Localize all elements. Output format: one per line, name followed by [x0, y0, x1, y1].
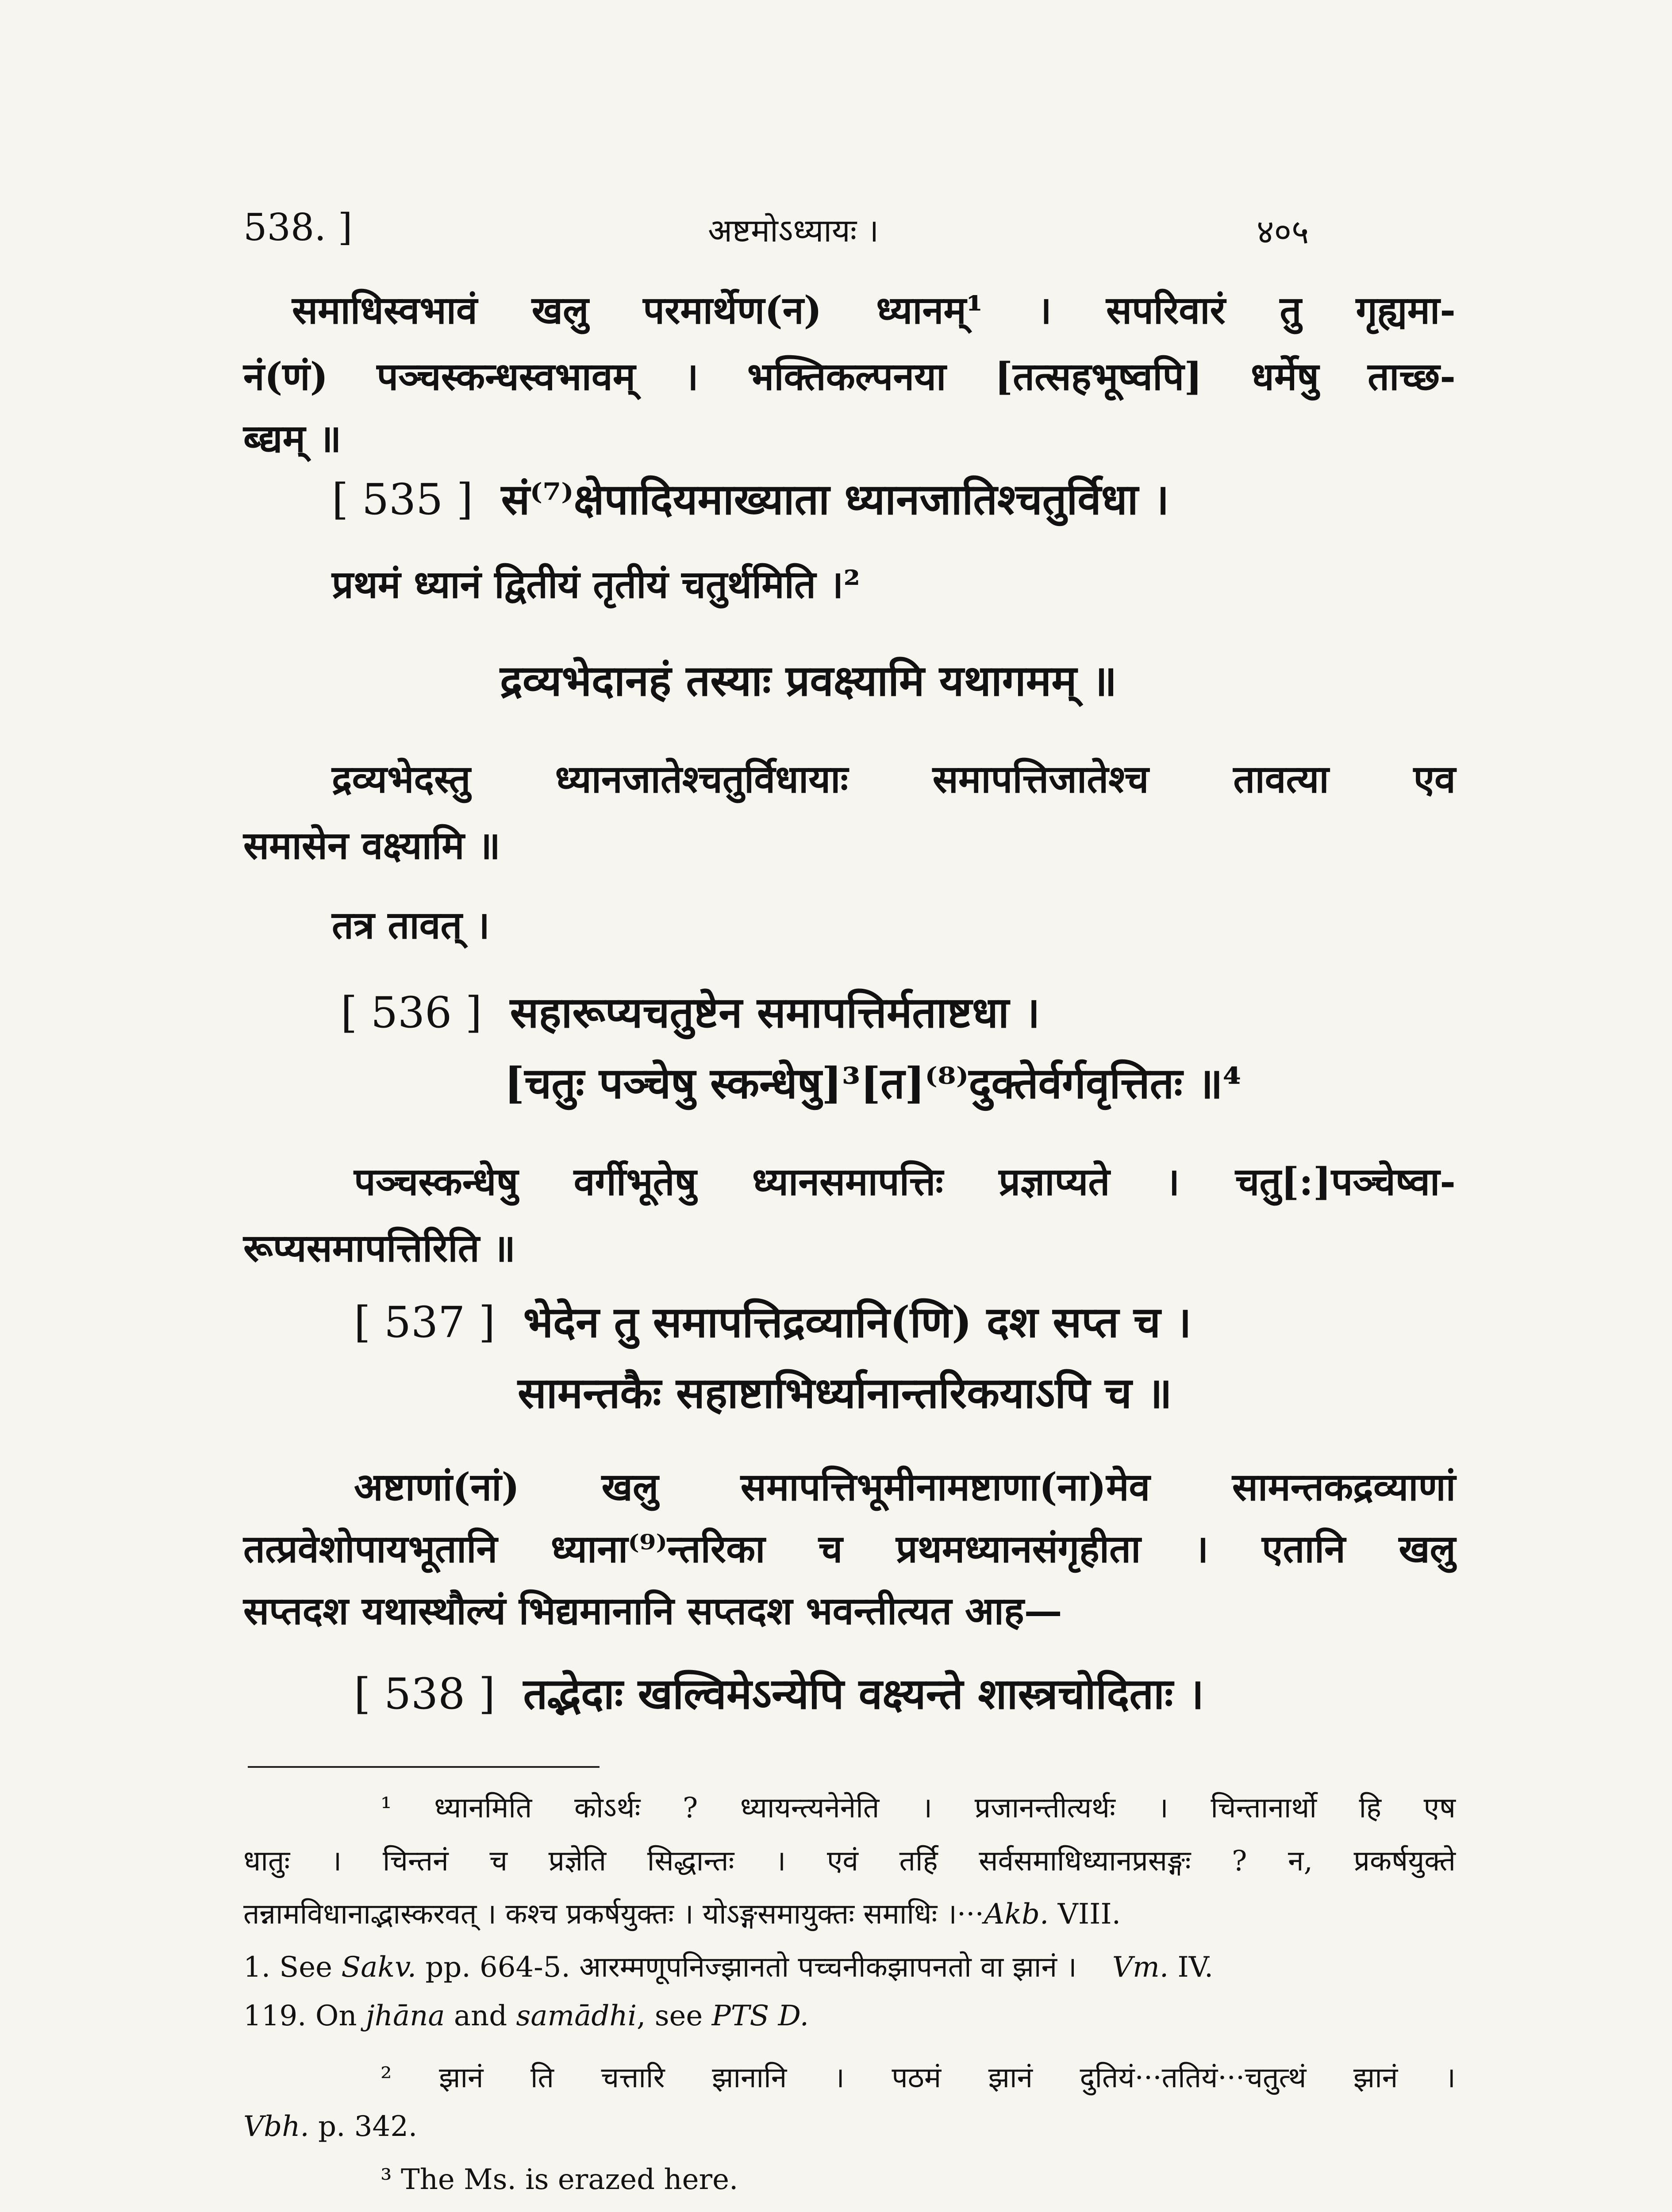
commentary-line: समाधिस्वभावं खलु परमार्थेण(न) ध्यानम्¹ । सपरिवारं तु गृह्यमा-: [292, 288, 1456, 333]
commentary-line: पञ्चस्कन्धेषु वर्गीभूतेषु ध्यानसमापत्तिः प्रज्ञाप्यते । चतु[:]पञ्चेष्वा-: [354, 1160, 1456, 1204]
citation-abbr: Vm.: [1112, 1951, 1169, 1984]
citation-abbr: Akb.: [984, 1898, 1049, 1931]
running-header-title: अष्टमोऽध्यायः ।: [708, 212, 879, 249]
citation-abbr: Sakv.: [341, 1951, 417, 1984]
footnote-text: p. 342.: [309, 2110, 418, 2143]
verse-line: सं⁽⁷⁾क्षेपादियमाख्याता ध्यानजातिश्चतुर्विधा ।: [501, 474, 1169, 524]
commentary-line: सप्तदश यथास्थौल्यं भिद्यमानानि सप्तदश भवन्तीत्यत आह—: [243, 1589, 1062, 1633]
term: samādhi: [516, 2000, 637, 2032]
commentary-line: तत्प्रवेशोपायभूतानि ध्याना⁽⁹⁾न्तरिका च प्रथमध्यानसंगृहीता । एतानि खलु: [243, 1527, 1456, 1571]
footnote-line: ¹ ध्यानमिति कोऽर्थः ? ध्यायन्त्यनेनेति । प्रजानन्तीत्यर्थः । चिन्तानार्थो हि एष: [381, 1792, 1456, 1824]
commentary-line: समासेन वक्ष्यामि ॥: [243, 823, 501, 868]
verse-number: [ 537 ]: [354, 1298, 496, 1347]
footnote-text: तन्नामविधानाद्भास्करवत् । कश्च प्रकर्षयुक्तः । योऽङ्गसमायुक्तः समाधिः ।···: [243, 1898, 984, 1931]
footnote-line: ² झानं ति चत्तारि झानानि । पठमं झानं दुतियं···ततियं···चतुत्थं झानं ।: [381, 2062, 1456, 2094]
footnote-line: [243, 1893, 1121, 1932]
commentary-line: तत्र तावत् ।: [332, 903, 490, 948]
commentary-line: नं(णं) पञ्चस्कन्धस्वभावम् । भक्तिकल्पनया [तत्सहभूष्वपि] धर्मेषु ताच्छ-: [243, 354, 1456, 399]
commentary-line: रूप्यसमापत्तिरिति ॥: [243, 1226, 516, 1271]
footnote-text: 119. On: [243, 2000, 366, 2032]
footnote-separator: [248, 1766, 600, 1768]
verse-line: सहारूप्यचतुष्टेन समापत्तिर्मताष्टधा ।: [510, 987, 1040, 1037]
citation-abbr: Vbh.: [243, 2110, 309, 2143]
citation-abbr: PTS D.: [711, 2000, 809, 2032]
verse-number: [ 538 ]: [354, 1669, 496, 1719]
footnote-line: [243, 1947, 1213, 1985]
verse-line: तद्भेदाः खल्विमेऽन्येपि वक्ष्यन्ते शास्त्रचोदिताः ।: [523, 1669, 1204, 1719]
footnote-text: 1. See: [243, 1951, 342, 1984]
verse-line: भेदेन तु समापत्तिद्रव्यानि(णि) दश सप्त च ।: [523, 1297, 1192, 1347]
term: jhāna: [365, 2000, 445, 2032]
footnote-line: [243, 2000, 809, 2032]
footnote-line: [243, 2110, 417, 2143]
commentary-line: प्रथमं ध्यानं द्वितीयं तृतीयं चतुर्थमिति ।²: [332, 562, 861, 607]
commentary-line: अष्टाणां(नां) खलु समापत्तिभूमीनामष्टाणा(ना)मेव सामन्तकद्रव्याणां: [354, 1465, 1456, 1509]
commentary-line: ब्द्यम् ॥: [243, 416, 342, 461]
footnote-text: , see: [637, 2000, 712, 2032]
verse-number: [ 536 ]: [341, 988, 482, 1037]
footnote-text: pp. 664-5. आरम्मणूपनिज्झानतो पच्चनीकझापनतो वा झानं ।: [416, 1951, 1077, 1984]
page-number-left: 538. ]: [243, 206, 353, 249]
verse-line: [चतुः पञ्चेषु स्कन्धेषु]³[त]⁽⁸⁾दुक्तेर्वर्गवृत्तितः ॥⁴: [504, 1058, 1242, 1108]
verse-line: सामन्तकैः सहाष्टाभिर्ध्यानान्तरिकयाऽपि च ॥: [518, 1368, 1172, 1418]
citation-ref: VIII.: [1057, 1898, 1121, 1931]
citation-ref: IV.: [1177, 1951, 1214, 1984]
commentary-line: द्रव्यभेदस्तु ध्यानजातेश्चतुर्विधायाः समापत्तिजातेश्च तावत्या एव: [332, 757, 1456, 802]
verse-number: [ 535 ]: [332, 475, 473, 524]
page-number-right: ४०५: [1257, 212, 1309, 251]
footnote-line: धातुः । चिन्तनं च प्रज्ञेति सिद्धान्तः । एवं तर्हि सर्वसमाधिध्यानप्रसङ्गः ? न, प्रकर्षयुक्ते: [243, 1845, 1456, 1878]
verse-line: द्रव्यभेदानहं तस्याः प्रवक्ष्यामि यथागमम् ॥: [500, 656, 1117, 706]
footnote-line: ³ The Ms. is erazed here.: [381, 2163, 738, 2196]
footnote-text: and: [445, 2000, 516, 2032]
